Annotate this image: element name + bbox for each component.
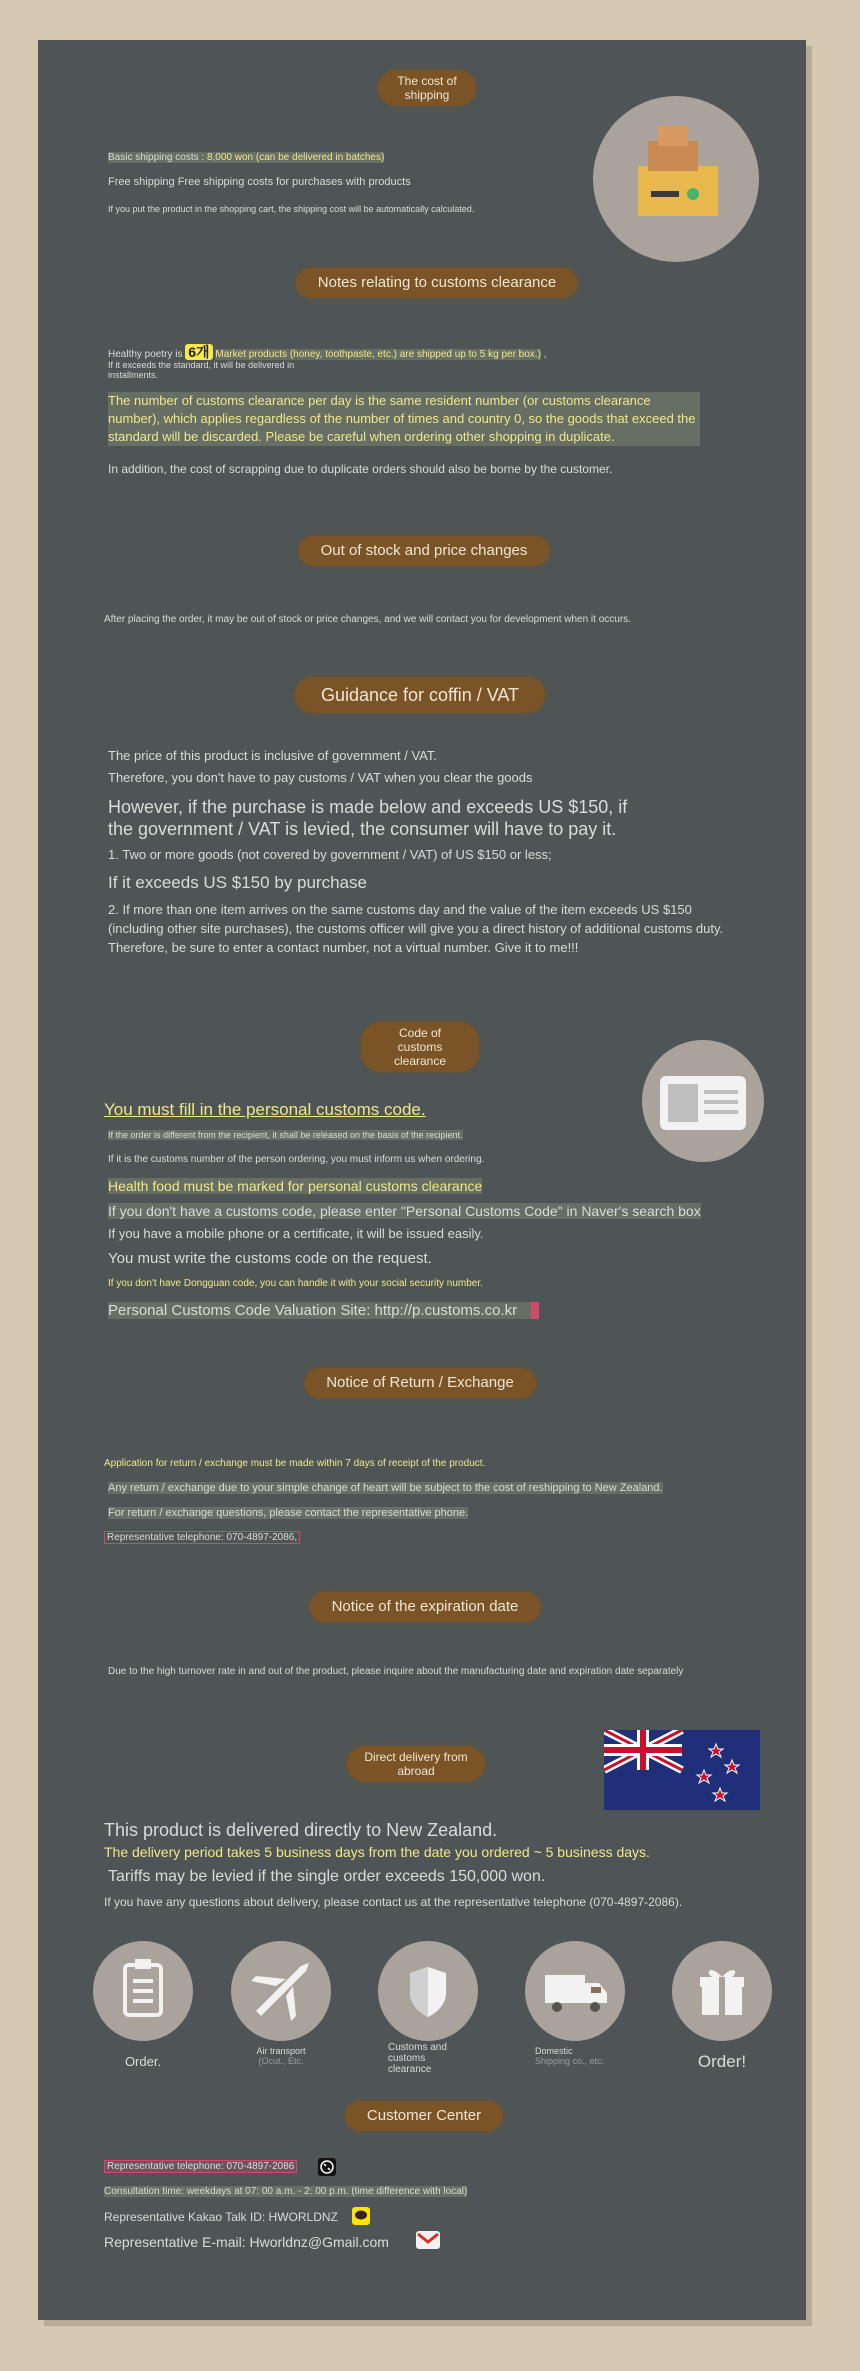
code-line-2: If the order is different from the recipient, it shall be released on the basis of the recipient. [108,1130,463,1140]
stock-pill: Out of stock and price changes [299,536,550,566]
returns-line-1: Application for return / exchange must be made within 7 days of receipt of the product. [104,1458,486,1469]
kakao-icon [352,2207,370,2225]
step-order-circle [93,1941,193,2041]
code-line-8: If you don't have Dongguan code, you can handle it with your social security number. [108,1278,483,1289]
customer-email[interactable]: Representative E-mail: Hworldnz@Gmail.com [104,2234,389,2250]
step-arrival-circle [672,1941,772,2041]
step-customs-circle [378,1941,478,2041]
vat-line-5: If it exceeds US $150 by purchase [108,873,367,892]
returns-phone[interactable]: Representative telephone: 070-4897-2086, [104,1531,300,1544]
step-label-air: Air transport (Ocut., Etc. [256,2046,306,2066]
shipping-line-3: If you put the product in the shopping cart, the shipping cost will be automatically calculated. [108,204,475,214]
customer-kakao[interactable]: Representative Kakao Talk ID: HWORLDNZ [104,2210,338,2224]
code-line-5: If you don't have a customs code, please enter "Personal Customs Code" in Naver's search box [108,1203,701,1219]
code-line-7: You must write the customs code on the request. [108,1250,432,1267]
vat-line-1: The price of this product is inclusive of government / VAT. [108,748,437,763]
vat-line-6: 2. If more than one item arrives on the same customs day and the value of the item exceeds US $150 (including other site purchases), the customs officer will give you a direct history of additional customs duty. Therefore, be sure to enter a contact number, not a virtual number. Give it to me!!! [108,902,724,955]
customs-notes-pill: Notes relating to customs clearance [296,268,578,298]
vat-line-4: 1. Two or more goods (not covered by government / VAT) of US $150 or less; [108,847,552,862]
step-air-circle [231,1941,331,2041]
code-line-3: If it is the customs number of the person ordering, you must inform us when ordering. [108,1154,485,1165]
shipping-line-2: Free shipping Free shipping costs for purchases with products [108,176,411,188]
direct-pill: Direct delivery from abroad [347,1746,485,1782]
clipboard-icon [93,1941,193,2041]
direct-line-3: Tariffs may be levied if the single order exceeds 150,000 won. [108,1868,546,1885]
gift-icon [672,1941,772,2041]
id-card-illustration [642,1040,764,1162]
returns-line-3: For return / exchange questions, please contact the representative phone. [108,1507,469,1519]
code-line-4: Health food must be marked for personal customs clearance [108,1178,483,1194]
direct-line-4: If you have any questions about delivery, please contact us at the representative telephone (070-4897-2086). [104,1895,683,1909]
step-domestic-circle [525,1941,625,2041]
stock-line: After placing the order, it may be out of stock or price changes, and we will contact you for development when it occurs. [104,614,631,625]
customer-center-pill: Customer Center [345,2101,503,2131]
vat-pill: Guidance for coffin / VAT [295,677,545,713]
step-label-domestic: Domestic Shipping co., etc. [535,2046,605,2066]
box-icon [593,96,759,262]
code-pill: Code of customs clearance [361,1022,479,1072]
returns-pill: Notice of Return / Exchange [304,1368,536,1398]
vat-line-3: However, if the purchase is made below and exceeds US $150, if the government / VAT is levied, the consumer will have to pay it. [108,797,628,839]
shipping-line-1: Basic shipping costs : 8,000 won (can be delivered in batches) [108,152,385,163]
airplane-icon [231,1941,331,2041]
direct-line-2: The delivery period takes 5 business days from the date you ordered ~ 5 business days. [104,1844,650,1860]
step-label-order: Order. [124,2054,162,2069]
id-card-icon [642,1040,764,1162]
vat-line-2: Therefore, you don't have to pay customs / VAT when you clear the goods [108,770,533,785]
customer-hours: Consultation time: weekdays at 07: 00 a.m. - 2: 00 p.m. (time difference with local) [104,2186,468,2197]
nz-flag-icon [604,1730,760,1810]
mail-icon [416,2231,440,2249]
code-line-1: You must fill in the personal customs code. [104,1100,426,1119]
step-label-customs: Customs and customs clearance [388,2042,447,2075]
count-badge: 6개 [185,344,212,360]
expiry-line: Due to the high turnover rate in and out of the product, please inquire about the manufacturing date and expiration date separately [108,1666,684,1677]
expiry-pill: Notice of the expiration date [310,1592,541,1622]
customs-notes-paragraph: The number of customs clearance per day is the same resident number (or customs clearance number), which applies regardless of the number of times and country 0, so the goods that exceed the standard will be discarded. Please be careful when ordering other shopping in duplicate. [108,392,700,446]
phone-icon [318,2158,336,2176]
code-line-6: If you have a mobile phone or a certificate, it will be issued easily. [108,1226,484,1241]
box-illustration [593,96,759,262]
shipping-pill: The cost of shipping [378,70,476,106]
customs-notes-line-2: If it exceeds the standard, it will be delivered in installments. [108,360,295,380]
shield-icon [378,1941,478,2041]
customs-site-link[interactable]: Personal Customs Code Valuation Site: http://p.customs.co.kr [108,1302,539,1319]
direct-line-1: This product is delivered directly to New Zealand. [104,1820,498,1840]
truck-icon [525,1941,625,2041]
step-label-arrival: Order! [697,2052,747,2071]
returns-line-2: Any return / exchange due to your simple change of heart will be subject to the cost of reshipping to New Zealand. [108,1482,663,1494]
customs-notes-line-1: Healthy poetry is 6개 Market products (honey, toothpaste, etc.) are shipped up to 5 kg per box.) , [108,344,547,360]
customs-notes-line-3: In addition, the cost of scrapping due to duplicate orders should also be borne by the customer. [108,462,613,476]
customer-phone[interactable]: Representative telephone: 070-4897-2086 [104,2160,297,2173]
